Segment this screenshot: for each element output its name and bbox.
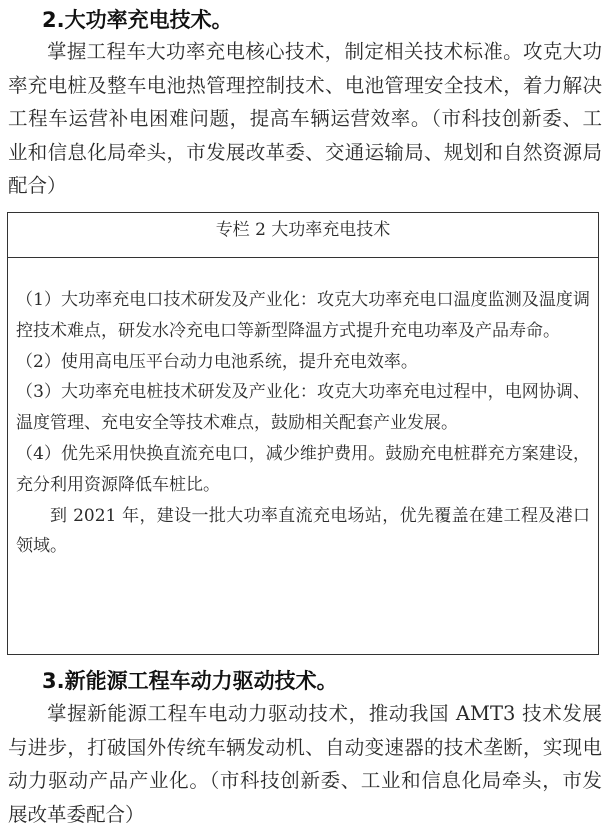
column-box <box>7 212 599 655</box>
column-box-title: 专栏 2 大功率充电技术 <box>8 213 598 258</box>
column-target-text: 到 2021 年，建设一批大功率直流充电场站，优先覆盖在建工程及港口领域。 <box>16 505 590 557</box>
column-item-2: （2）使用高电压平台动力电池系统，提升充电效率。 <box>16 351 418 372</box>
column-box-body <box>16 285 590 562</box>
section-2-heading: 2.大功率充电技术。 <box>42 8 233 32</box>
section-2-paragraph: 掌握工程车大功率充电核心技术，制定相关技术标准。攻克大功率充电桩及整车电池热管理控制技术、电池管理安全技术，着力解决工程车运营补电困难问题，提高车辆运营效率。（市科技创新委、工业和信息化局牵头，市发展改革委、交通运输局、规划和自然资源局配合） <box>8 40 602 197</box>
column-item-4: （4）优先采用快换直流充电口，减少维护费用。鼓励充电桩群充方案建设，充分利用资源降低车桩比。 <box>16 443 590 495</box>
section-3-paragraph: 掌握新能源工程车电动力驱动技术，推动我国 AMT3 技术发展与进步，打破国外传统车辆发动机、自动变速器的技术垄断，实现电动力驱动产品产业化。（市科技创新委、工业和信息化局牵头，市发展改革委配合） <box>8 702 602 826</box>
section-3-heading: 3.新能源工程车动力驱动技术。 <box>42 669 338 693</box>
column-item-3: （3）大功率充电桩技术研发及产业化：攻克大功率充电过程中，电网协调、温度管理、充电安全等技术难点，鼓励相关配套产业发展。 <box>16 382 590 434</box>
column-item-1: （1）大功率充电口技术研发及产业化：攻克大功率充电口温度监测及温度调控技术难点，研发水冷充电口等新型降温方式提升充电功率及产品寿命。 <box>16 290 590 341</box>
